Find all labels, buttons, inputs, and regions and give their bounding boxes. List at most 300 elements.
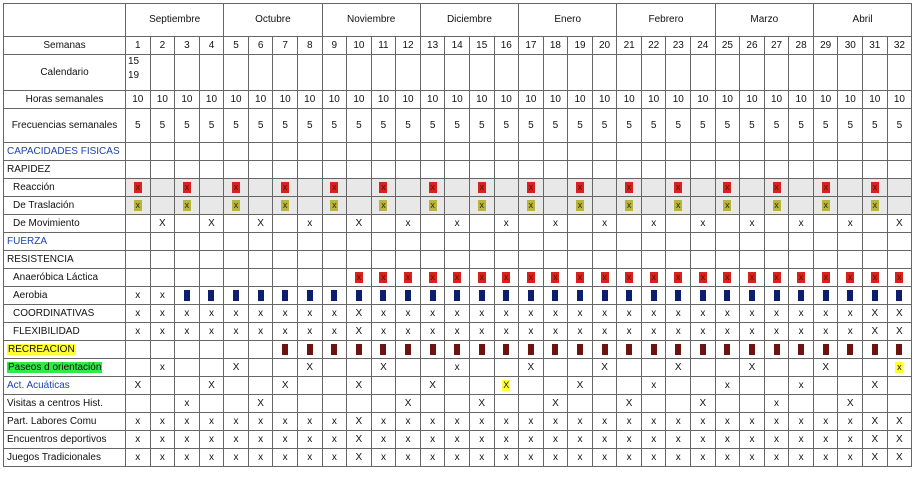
- week-cell: [887, 359, 912, 377]
- week-cell: x: [592, 215, 617, 233]
- row-label: Horas semanales: [4, 91, 126, 109]
- week-cell: [469, 341, 494, 359]
- maroon-marker: [602, 344, 608, 355]
- maroon-marker: [454, 344, 460, 355]
- yellow-marker: X: [503, 380, 510, 390]
- week-cell: 17: [519, 37, 544, 55]
- week-cell: [740, 395, 765, 413]
- week-cell: [813, 395, 838, 413]
- red-marker: x: [528, 182, 534, 192]
- navy-marker: [798, 290, 804, 301]
- week-cell: [641, 287, 666, 305]
- week-cell: x: [322, 449, 347, 467]
- yellow-marker: x: [897, 362, 902, 372]
- week-cell: 5: [347, 109, 372, 143]
- week-cell: x: [641, 431, 666, 449]
- week-cell: 23: [666, 37, 691, 55]
- week-cell: [543, 55, 568, 91]
- week-cell: X: [248, 395, 273, 413]
- week-cell: [347, 179, 372, 197]
- week-cell: [494, 197, 519, 215]
- week-cell: [469, 143, 494, 161]
- week-cell: x: [126, 287, 151, 305]
- week-cell: X: [150, 215, 175, 233]
- week-cell: [469, 197, 494, 215]
- week-cell: [175, 179, 200, 197]
- maroon-marker: [503, 344, 509, 355]
- navy-marker: [896, 290, 902, 301]
- week-cell: x: [715, 377, 740, 395]
- week-cell: [813, 161, 838, 179]
- week-cell: x: [740, 305, 765, 323]
- week-cell: [199, 359, 224, 377]
- week-cell: [789, 143, 814, 161]
- row-label: Reacción: [4, 179, 126, 197]
- week-cell: X: [887, 305, 912, 323]
- week-cell: 15: [469, 37, 494, 55]
- week-cell: [420, 269, 445, 287]
- week-cell: [469, 377, 494, 395]
- month-header: Septiembre: [126, 4, 224, 37]
- week-cell: 7: [273, 37, 298, 55]
- week-cell: x: [519, 431, 544, 449]
- week-cell: [838, 55, 863, 91]
- row-label: De Movimiento: [4, 215, 126, 233]
- week-cell: [641, 233, 666, 251]
- month-header-row: [4, 4, 912, 37]
- week-cell: [740, 179, 765, 197]
- navy-marker: [258, 290, 264, 301]
- week-cell: [617, 197, 642, 215]
- week-cell: x: [297, 305, 322, 323]
- week-cell: x: [740, 431, 765, 449]
- week-cell: x: [126, 431, 151, 449]
- week-cell: [396, 55, 421, 91]
- week-cell: [519, 55, 544, 91]
- week-cell: [199, 55, 224, 91]
- highlighted-label: Paseos d orientación: [8, 361, 102, 373]
- week-cell: [592, 233, 617, 251]
- week-cell: 2: [150, 37, 175, 55]
- week-cell: x: [199, 305, 224, 323]
- week-cell: [666, 143, 691, 161]
- week-cell: [150, 161, 175, 179]
- week-cell: x: [789, 305, 814, 323]
- week-cell: [126, 233, 151, 251]
- week-cell: [469, 287, 494, 305]
- week-cell: 5: [691, 109, 716, 143]
- week-cell: x: [592, 323, 617, 341]
- week-cell: [371, 251, 396, 269]
- week-cell: [568, 233, 593, 251]
- week-cell: x: [420, 449, 445, 467]
- navy-marker: [847, 290, 853, 301]
- week-cell: [813, 215, 838, 233]
- week-cell: [175, 359, 200, 377]
- week-cell: [322, 287, 347, 305]
- week-cell: x: [396, 323, 421, 341]
- week-cell: x: [691, 413, 716, 431]
- week-cell: [322, 55, 347, 91]
- week-cell: [863, 359, 888, 377]
- week-cell: x: [396, 305, 421, 323]
- week-cell: [420, 197, 445, 215]
- week-cell: [641, 341, 666, 359]
- week-cell: [297, 287, 322, 305]
- week-cell: [273, 55, 298, 91]
- month-header: Octubre: [224, 4, 322, 37]
- week-cell: x: [420, 323, 445, 341]
- week-cell: x: [420, 413, 445, 431]
- week-cell: [887, 161, 912, 179]
- week-cell: x: [641, 305, 666, 323]
- maroon-marker: [405, 344, 411, 355]
- row-label: Act. Acuáticas: [4, 377, 126, 395]
- week-cell: x: [715, 305, 740, 323]
- week-cell: X: [297, 359, 322, 377]
- week-cell: [297, 269, 322, 287]
- week-cell: [322, 143, 347, 161]
- week-cell: [789, 233, 814, 251]
- week-cell: x: [617, 431, 642, 449]
- corner-cell: [4, 4, 126, 37]
- week-cell: x: [813, 305, 838, 323]
- row-label: Frecuencias semanales: [4, 109, 126, 143]
- plan-row: [4, 179, 912, 197]
- week-cell: X: [863, 377, 888, 395]
- week-cell: 5: [494, 109, 519, 143]
- week-cell: [396, 161, 421, 179]
- plan-row: [4, 377, 912, 395]
- week-cell: [199, 233, 224, 251]
- week-cell: X: [420, 377, 445, 395]
- week-cell: 10: [543, 91, 568, 109]
- olive-marker: x: [332, 200, 337, 210]
- week-cell: [347, 287, 372, 305]
- week-cell: [248, 287, 273, 305]
- week-cell: x: [420, 431, 445, 449]
- week-cell: [838, 233, 863, 251]
- week-cell: x: [445, 323, 470, 341]
- week-cell: 30: [838, 37, 863, 55]
- week-cell: [715, 233, 740, 251]
- week-cell: [445, 161, 470, 179]
- week-cell: [371, 287, 396, 305]
- week-cell: [469, 233, 494, 251]
- week-cell: 5: [175, 109, 200, 143]
- week-cell: [494, 161, 519, 179]
- week-cell: 32: [887, 37, 912, 55]
- maroon-marker: [380, 344, 386, 355]
- week-cell: X: [126, 377, 151, 395]
- week-cell: x: [150, 431, 175, 449]
- week-cell: [789, 179, 814, 197]
- maroon-marker: [528, 344, 534, 355]
- week-cell: [863, 251, 888, 269]
- week-cell: [126, 359, 151, 377]
- week-cell: [371, 233, 396, 251]
- red-marker: x: [553, 272, 558, 282]
- week-cell: [199, 161, 224, 179]
- week-cell: X: [838, 395, 863, 413]
- week-cell: [543, 287, 568, 305]
- week-cell: [740, 287, 765, 305]
- week-cell: [887, 377, 912, 395]
- week-cell: X: [666, 359, 691, 377]
- plan-row: [4, 305, 912, 323]
- week-cell: x: [175, 395, 200, 413]
- week-cell: [641, 161, 666, 179]
- week-cell: [445, 143, 470, 161]
- week-cell: [469, 161, 494, 179]
- week-cell: [887, 251, 912, 269]
- week-cell: 10: [691, 91, 716, 109]
- week-cell: [715, 55, 740, 91]
- week-cell: 5: [519, 109, 544, 143]
- week-cell: x: [199, 323, 224, 341]
- week-cell: [715, 143, 740, 161]
- week-cell: x: [543, 413, 568, 431]
- week-cell: [789, 341, 814, 359]
- week-cell: 28: [789, 37, 814, 55]
- week-cell: [322, 215, 347, 233]
- week-cell: x: [715, 323, 740, 341]
- week-cell: 5: [838, 109, 863, 143]
- navy-marker: [479, 290, 485, 301]
- navy-marker: [724, 290, 730, 301]
- week-cell: x: [322, 323, 347, 341]
- maroon-marker: [872, 344, 878, 355]
- week-cell: [445, 287, 470, 305]
- maroon-marker: [356, 344, 362, 355]
- week-cell: x: [248, 323, 273, 341]
- red-marker: x: [897, 272, 902, 282]
- week-cell: [568, 287, 593, 305]
- week-cell: 10: [469, 91, 494, 109]
- week-cell: x: [617, 449, 642, 467]
- plan-row: [4, 287, 912, 305]
- week-cell: [371, 55, 396, 91]
- week-cell: x: [248, 305, 273, 323]
- week-cell: x: [494, 413, 519, 431]
- week-cell: x: [641, 413, 666, 431]
- week-cell: [126, 161, 151, 179]
- week-cell: 5: [789, 109, 814, 143]
- week-cell: 5: [322, 109, 347, 143]
- plan-row: [4, 197, 912, 215]
- week-cell: [371, 341, 396, 359]
- week-cell: x: [175, 323, 200, 341]
- red-marker: x: [233, 182, 239, 192]
- navy-marker: [552, 290, 558, 301]
- week-cell: X: [543, 395, 568, 413]
- week-cell: x: [420, 305, 445, 323]
- week-cell: [420, 179, 445, 197]
- olive-marker: x: [872, 200, 878, 210]
- week-cell: x: [813, 323, 838, 341]
- week-cell: [175, 215, 200, 233]
- week-cell: 10: [494, 91, 519, 109]
- week-cell: [691, 251, 716, 269]
- week-cell: [175, 251, 200, 269]
- week-cell: [863, 395, 888, 413]
- week-cell: [126, 269, 151, 287]
- week-cell: x: [494, 449, 519, 467]
- week-cell: 5: [666, 109, 691, 143]
- week-cell: [420, 161, 445, 179]
- week-cell: [764, 55, 789, 91]
- red-marker: x: [872, 272, 878, 282]
- row-label: RAPIDEZ: [4, 161, 126, 179]
- week-cell: [617, 143, 642, 161]
- week-cell: x: [691, 449, 716, 467]
- week-cell: [150, 377, 175, 395]
- week-cell: x: [617, 323, 642, 341]
- week-cell: [445, 377, 470, 395]
- week-cell: x: [789, 431, 814, 449]
- week-cell: [715, 269, 740, 287]
- week-cell: [519, 395, 544, 413]
- week-cell: 10: [715, 91, 740, 109]
- week-cell: 5: [617, 109, 642, 143]
- week-cell: [887, 395, 912, 413]
- week-cell: x: [789, 449, 814, 467]
- week-cell: [813, 55, 838, 91]
- week-cell: [641, 197, 666, 215]
- week-cell: x: [691, 305, 716, 323]
- week-cell: [592, 197, 617, 215]
- week-cell: 18: [543, 37, 568, 55]
- week-cell: 5: [445, 109, 470, 143]
- week-cell: x: [715, 449, 740, 467]
- week-cell: x: [838, 323, 863, 341]
- plan-row: [4, 215, 912, 233]
- week-cell: [543, 341, 568, 359]
- week-cell: [175, 197, 200, 215]
- week-cell: 5: [813, 109, 838, 143]
- red-marker: x: [577, 272, 583, 282]
- red-marker: x: [504, 272, 509, 282]
- week-cell: 5: [543, 109, 568, 143]
- week-cell: 10: [420, 91, 445, 109]
- week-cell: [617, 359, 642, 377]
- maroon-marker: [798, 344, 804, 355]
- week-cell: x: [248, 449, 273, 467]
- week-cell: [617, 341, 642, 359]
- olive-marker: x: [626, 200, 632, 210]
- week-cell: [347, 395, 372, 413]
- olive-marker: x: [823, 200, 828, 210]
- week-cell: [764, 287, 789, 305]
- week-cell: [715, 251, 740, 269]
- month-header: Febrero: [617, 4, 715, 37]
- week-cell: [740, 233, 765, 251]
- week-cell: x: [568, 413, 593, 431]
- week-cell: 5: [273, 109, 298, 143]
- week-cell: x: [543, 215, 568, 233]
- week-cell: [175, 269, 200, 287]
- week-cell: [248, 359, 273, 377]
- row-label: Anaeróbica Láctica: [4, 269, 126, 287]
- plan-row: [4, 413, 912, 431]
- olive-marker: x: [135, 200, 141, 210]
- week-cell: [838, 197, 863, 215]
- week-cell: [568, 215, 593, 233]
- week-cell: x: [199, 413, 224, 431]
- week-cell: [248, 377, 273, 395]
- week-cell: x: [543, 305, 568, 323]
- plan-row: [4, 37, 912, 55]
- plan-row: [4, 269, 912, 287]
- navy-marker: [405, 290, 411, 301]
- week-cell: [617, 161, 642, 179]
- red-marker: x: [700, 272, 706, 282]
- week-cell: x: [494, 323, 519, 341]
- week-cell: 10: [740, 91, 765, 109]
- week-cell: x: [691, 215, 716, 233]
- week-cell: [469, 179, 494, 197]
- week-cell: [371, 161, 396, 179]
- week-cell: [150, 251, 175, 269]
- red-marker: x: [282, 182, 288, 192]
- week-cell: 5: [568, 109, 593, 143]
- week-cell: x: [175, 449, 200, 467]
- week-cell: [494, 287, 519, 305]
- week-cell: X: [519, 359, 544, 377]
- week-cell: 10: [322, 91, 347, 109]
- week-cell: 5: [641, 109, 666, 143]
- week-cell: 10: [248, 91, 273, 109]
- week-cell: [224, 197, 249, 215]
- red-marker: x: [454, 272, 460, 282]
- week-cell: x: [371, 413, 396, 431]
- week-cell: x: [838, 449, 863, 467]
- week-cell: x: [445, 359, 470, 377]
- week-cell: 10: [347, 37, 372, 55]
- navy-marker: [208, 290, 214, 301]
- week-cell: [838, 161, 863, 179]
- week-cell: [863, 197, 888, 215]
- week-cell: [273, 341, 298, 359]
- week-cell: [691, 197, 716, 215]
- week-cell: 10: [641, 91, 666, 109]
- week-cell: [691, 359, 716, 377]
- week-cell: [715, 215, 740, 233]
- week-cell: [813, 197, 838, 215]
- month-header: Diciembre: [420, 4, 518, 37]
- week-cell: [273, 197, 298, 215]
- week-cell: [764, 377, 789, 395]
- week-cell: X: [617, 395, 642, 413]
- week-cell: x: [494, 215, 519, 233]
- week-cell: x: [715, 431, 740, 449]
- week-cell: [175, 55, 200, 91]
- week-cell: X: [863, 305, 888, 323]
- week-cell: [420, 233, 445, 251]
- maroon-marker: [307, 344, 313, 355]
- month-header: Noviembre: [322, 4, 420, 37]
- week-cell: X: [813, 359, 838, 377]
- week-cell: [519, 233, 544, 251]
- week-cell: x: [126, 449, 151, 467]
- navy-marker: [602, 290, 608, 301]
- week-cell: x: [224, 305, 249, 323]
- week-cell: [715, 161, 740, 179]
- week-cell: [789, 269, 814, 287]
- week-cell: [764, 197, 789, 215]
- week-cell: [445, 197, 470, 215]
- week-cell: [838, 251, 863, 269]
